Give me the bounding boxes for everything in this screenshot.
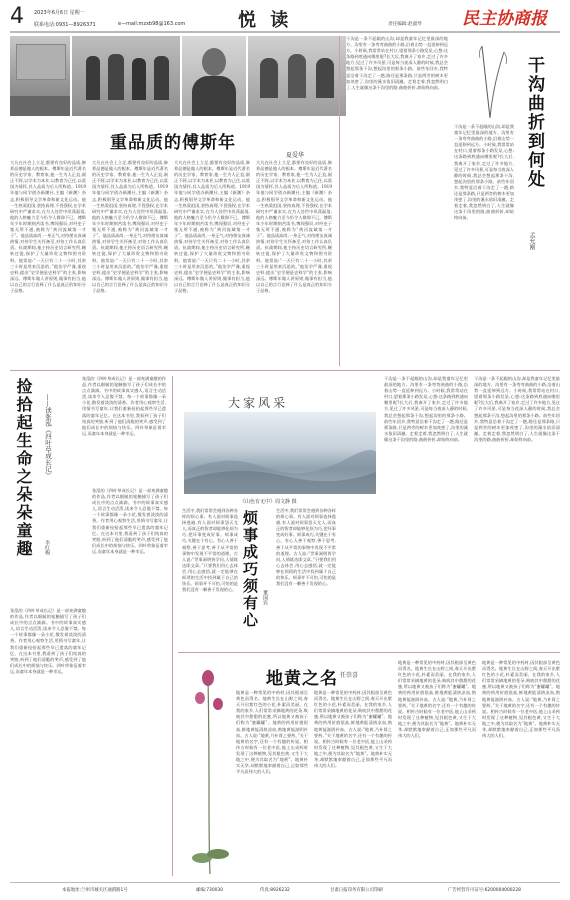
article3-column-2: 张泓的《四叶草成长记》是一部充满童趣的作品,作者以细腻的笔触描写了孩子们成长中的点点滴滴。书中的故事真实感人,语言生动活泼,读来令人忍俊不禁。每一个故事都像一朵小花,散发着淡淡的清香。作者用心观察生活,用情书写童年,让我们重新捡拾起那些早已遗落的童年记忆。在这本书里,我看到了孩子们纯真的笑脸,听到了他们清脆的笑声,感受到了他们成长中的烦恼与快乐。四叶草象征着幸运,而童年本身就是一种幸运。 <box>92 488 168 554</box>
column-banner: 大家风采 <box>228 396 289 410</box>
article1-column-1: 大凡在社会上立足,都要有良好的品质,修养品德是做人的根本。傅斯年是近代著名的历史学家、教育家,他一生为人正直,刚正不阿,以学术为本业,以教育为己任,以爱国为情怀,其人品质为后人所称道。1919年他与同学创办新潮社,主编《新潮》杂志,积极倡导文学革命和新文化运动。他一生热爱祖国,坚持真理,不畏强权,在学术研究中严谨求实,在为人处世中坦荡磊落,他的人格魅力至今仍令人敬仰不已。傅斯年少年时期刻苦读书,博闻强识,对经史子集无所不通,被称为“黄河流域第一才子”。他品质高尚,一身正气,对待朋友真诚热情,对待学生关怀备至,对待工作认真负责。抗战期间,他主持历史语言研究所,辗转迁徙,保护了大量珍贵文物和图书资料。他常说:“一天只有二十一小时,其余三小时是用来沉思的。”他治学严谨,重视史料,提出“史学便是史料学”的主张,影响深远。傅斯年做人讲原则,做事有担当,他以自己的言行诠释了什么是真正的知识分子品格。 <box>10 160 86 293</box>
section-rule-lower <box>178 652 560 653</box>
landscape-painting <box>184 412 376 494</box>
article4-column-1: 生活中,我们常常会遇到各种各样的烦心事。有人面对烦事选择逃避,有人面对烦事怨天尤人,而真正的智者却能够化烦为巧,把坏事变成好事。烦事成巧,关键在于有心。有心人善于观察,善于思考,善于从平常的事物中发现不平常的道理。古人说:“世事洞明皆学问,人情练达即文章。”只要我们用心去体会,用心去感悟,就一定能够在烦琐的生活中找到属于自己的快乐。烦事并不可怕,可怕的是我们没有一颗善于发现的心。 <box>182 508 238 593</box>
article1-column-2: 大凡在社会上立足,都要有良好的品质,修养品德是做人的根本。傅斯年是近代著名的历史学家、教育家,他一生为人正直,刚正不阿,以学术为本业,以教育为己任,以爱国为情怀,其人品质为后人所称道。1919年他与同学创办新潮社,主编《新潮》杂志,积极倡导文学革命和新文化运动。他一生热爱祖国,坚持真理,不畏强权,在学术研究中严谨求实,在为人处世中坦荡磊落,他的人格魅力至今仍令人敬仰不已。傅斯年少年时期刻苦读书,博闻强识,对经史子集无所不通,被称为“黄河流域第一才子”。他品质高尚,一身正气,对待朋友真诚热情,对待学生关怀备至,对待工作认真负责。抗战期间,他主持历史语言研究所,辗转迁徙,保护了大量珍贵文物和图书资料。他常说:“一天只有二十一小时,其余三小时是用来沉思的。”他治学严谨,重视史料,提出“史学便是史料学”的主张,影响深远。傅斯年做人讲原则,做事有担当,他以自己的言行诠释了什么是真正的知识分子品格。 <box>92 160 168 293</box>
article5-column-2: 地黄是一种常见的中药材,因其根部呈黄色而得名。地黄生长在山野之间,春天开出紫红色的小花,朴素而美丽。在我的家乡,人们常常采摘地黄的花朵,吸吮其中甜甜的花蜜,所以地黄又被孩子们称为“蜜罐罐”。地黄的药用价值很高,鲜地黄能清热凉血,熟地黄能滋阴补血。古人说:“地黄,乃补肾之要药。”关于地黄的名字,还有一个有趣的传说。相传古时候有一位老中医,他上山采药时发现了这种植物,见其根色黄,又生于大地之中,便为其取名为“地黄”。地黄朴实无华,却默默地奉献着自己,正如那些平凡而伟大的人们。 <box>314 690 392 769</box>
article3-column-1: 张泓的《四叶草成长记》是一部充满童趣的作品,作者以细腻的笔触描写了孩子们成长中的点点滴滴。书中的故事真实感人,语言生动活泼,读来令人忍俊不禁。每一个故事都像一朵小花,散发着淡淡的清香。作者用心观察生活,用情书写童年,让我们重新捡拾起那些早已遗落的童年记忆。在这本书里,我看到了孩子们纯真的笑脸,听到了他们清脆的笑声,感受到了他们成长中的烦恼与快乐。四叶草象征着幸运,而童年本身就是一种幸运。 <box>10 608 86 674</box>
section-title: 悦 读 <box>238 10 293 31</box>
article1-column-3: 大凡在社会上立足,都要有良好的品质,修养品德是做人的根本。傅斯年是近代著名的历史学家、教育家,他一生为人正直,刚正不阿,以学术为本业,以教育为己任,以爱国为情怀,其人品质为后人所称道。1919年他与同学创办新潮社,主编《新潮》杂志,积极倡导文学革命和新文化运动。他一生热爱祖国,坚持真理,不畏强权,在学术研究中严谨求实,在为人处世中坦荡磊落,他的人格魅力至今仍令人敬仰不已。傅斯年少年时期刻苦读书,博闻强识,对经史子集无所不通,被称为“黄河流域第一才子”。他品质高尚,一身正气,对待朋友真诚热情,对待学生关怀备至,对待工作认真负责。抗战期间,他主持历史语言研究所,辗转迁徙,保护了大量珍贵文物和图书资料。他常说:“一天只有二十一小时,其余三小时是用来沉思的。”他治学严谨,重视史料,提出“史学便是史料学”的主张,影响深远。傅斯年做人讲原则,做事有担当,他以自己的言行诠释了什么是真正的知识分子品格。 <box>174 160 250 293</box>
article3-subtitle: ——读张泓《四叶草成长记》 <box>44 394 52 479</box>
footer-fax: 传真:8926232 <box>260 888 290 893</box>
painting-caption: 《山色有无中》周文静 摄 <box>240 499 297 505</box>
article2-title: 干沟曲折到何处 <box>524 56 544 189</box>
vertical-divider-middle <box>172 376 173 876</box>
article5-column-3: 地黄是一种常见的中药材,因其根部呈黄色而得名。地黄生长在山野之间,春天开出紫红色的小花,朴素而美丽。在我的家乡,人们常常采摘地黄的花朵,吸吮其中甜甜的花蜜,所以地黄又被孩子们称为“蜜罐罐”。地黄的药用价值很高,鲜地黄能清热凉血,熟地黄能滋阴补血。古人说:“地黄,乃补肾之要药。”关于地黄的名字,还有一个有趣的传说。相传古时候有一位老中医,他上山采药时发现了这种植物,见其根色黄,又生于大地之中,便为其取名为“地黄”。地黄朴实无华,却默默地奉献着自己,正如那些平凡而伟大的人们。 <box>398 660 476 739</box>
group-photo-right <box>248 36 346 116</box>
article4-author: 董国宾 <box>262 590 268 605</box>
section-rule-middle <box>10 370 560 371</box>
issue-date: 2023年6月6日 星期一 <box>34 10 85 16</box>
article5-title: 地黄之名 <box>266 669 338 689</box>
article2-column-2: 干沟是一条不起眼的山沟,却是我童年记忆里最深的地方。沟里有一条弯弯曲曲的小路,沿着山势一直延伸到远方。小时候,我常常站在村口,望着那条小路发呆,心想:这条路到底通向哪里呢?长大后,我离开了家乡,走过了许多地方,见过了许多风景,可是每当夜深人静的时候,我总会想起那条干沟,想起沟里的那条小路。前些年回乡,我特意沿着干沟走了一趟,路还是那条路,只是两旁的树木更加茂密了,沟里的溪水依旧清澈。走着走着,我忽然明白了,人生就像这条干沟里的路,曲曲折折,却始终向前。 <box>454 124 514 221</box>
article3-title: 捡拾起生命之朵朵童趣 <box>14 378 33 558</box>
article4-column-2: 生活中,我们常常会遇到各种各样的烦心事。有人面对烦事选择逃避,有人面对烦事怨天尤人,而真正的智者却能够化烦为巧,把坏事变成好事。烦事成巧,关键在于有心。有心人善于观察,善于思考,善于从平常的事物中发现不平常的道理。古人说:“世事洞明皆学问,人情练达即文章。”只要我们用心去体会,用心去感悟,就一定能够在烦琐的生活中找到属于自己的快乐。烦事并不可怕,可怕的是我们没有一颗善于发现的心。 <box>276 508 336 587</box>
article1-title: 重品质的傅斯年 <box>110 133 236 153</box>
article3-author: 李红梅 <box>44 540 50 555</box>
article5-column-4: 地黄是一种常见的中药材,因其根部呈黄色而得名。地黄生长在山野之间,春天开出紫红色的小花,朴素而美丽。在我的家乡,人们常常采摘地黄的花朵,吸吮其中甜甜的花蜜,所以地黄又被孩子们称为“蜜罐罐”。地黄的药用价值很高,鲜地黄能清热凉血,熟地黄能滋阴补血。古人说:“地黄,乃补肾之要药。”关于地黄的名字,还有一个有趣的传说。相传古时候有一位老中医,他上山采药时发现了这种植物,见其根色黄,又生于大地之中,便为其取名为“地黄”。地黄朴实无华,却默默地奉献着自己,正如那些平凡而伟大的人们。 <box>482 660 560 739</box>
page-number: 4 <box>10 4 24 29</box>
historic-photo-left <box>10 36 70 116</box>
article4-title: 烦事成巧须有心 <box>241 510 259 629</box>
portrait-photo <box>182 36 246 116</box>
contact-phone: 联系电话:0931—8926371 <box>34 22 96 28</box>
reed-illustration <box>460 40 520 120</box>
historic-photo-middle <box>72 36 180 116</box>
article2-author: 孟允刚 <box>528 232 535 250</box>
article3-intro-column: 张泓的《四叶草成长记》是一部充满童趣的作品,作者以细腻的笔触描写了孩子们成长中的点点滴滴。书中的故事真实感人,语言生动活泼,读来令人忍俊不禁。每一个故事都像一朵小花,散发着淡淡的清香。作者用心观察生活,用情书写童年,让我们重新捡拾起那些早已遗落的童年记忆。在这本书里,我看到了孩子们纯真的笑脸,听到了他们清脆的笑声,感受到了他们成长中的烦恼与快乐。四叶草象征着幸运,而童年本身就是一种幸运。 <box>82 376 166 436</box>
editor-credit: 责任编辑:赵淑琴 <box>388 22 422 27</box>
article2-continued-column-1: 干沟是一条不起眼的山沟,却是我童年记忆里最深的地方。沟里有一条弯弯曲曲的小路,沿着山势一直延伸到远方。小时候,我常常站在村口,望着那条小路发呆,心想:这条路到底通向哪里呢?长大后,我离开了家乡,走过了许多地方,见过了许多风景,可是每当夜深人静的时候,我总会想起那条干沟,想起沟里的那条小路。前些年回乡,我特意沿着干沟走了一趟,路还是那条路,只是两旁的树木更加茂密了,沟里的溪水依旧清澈。走着走着,我忽然明白了,人生就像这条干沟里的路,曲曲折折,却始终向前。 <box>384 376 468 442</box>
footer-address: 本报地址:兰州市城关区通渭路1号 <box>62 888 128 893</box>
contact-email: e—mail:mzxb98@163.com <box>118 21 186 27</box>
footer-printer: 甘肃日报印务有限公司印刷 <box>330 888 383 893</box>
article2-continued-column-2: 干沟是一条不起眼的山沟,却是我童年记忆里最深的地方。沟里有一条弯弯曲曲的小路,沿着山势一直延伸到远方。小时候,我常常站在村口,望着那条小路发呆,心想:这条路到底通向哪里呢?长大后,我离开了家乡,走过了许多地方,见过了许多风景,可是每当夜深人静的时候,我总会想起那条干沟,想起沟里的那条小路。前些年回乡,我特意沿着干沟走了一趟,路还是那条路,只是两旁的树木更加茂密了,沟里的溪水依旧清澈。走着走着,我忽然明白了,人生就像这条干沟里的路,曲曲折折,却始终向前。 <box>474 376 560 442</box>
footer-rule <box>10 882 560 883</box>
header-rule <box>10 31 560 33</box>
article1-author: 夏爱华 <box>286 152 305 159</box>
footer-postcode: 邮编:730030 <box>196 888 224 893</box>
newspaper-logo: 民主协商报 <box>462 9 547 29</box>
vertical-divider <box>339 36 340 366</box>
article1-column-4: 大凡在社会上立足,都要有良好的品质,修养品德是做人的根本。傅斯年是近代著名的历史学家、教育家,他一生为人正直,刚正不阿,以学术为本业,以教育为己任,以爱国为情怀,其人品质为后人所称道。1919年他与同学创办新潮社,主编《新潮》杂志,积极倡导文学革命和新文化运动。他一生热爱祖国,坚持真理,不畏强权,在学术研究中严谨求实,在为人处世中坦荡磊落,他的人格魅力至今仍令人敬仰不已。傅斯年少年时期刻苦读书,博闻强识,对经史子集无所不通,被称为“黄河流域第一才子”。他品质高尚,一身正气,对待朋友真诚热情,对待学生关怀备至,对待工作认真负责。抗战期间,他主持历史语言研究所,辗转迁徙,保护了大量珍贵文物和图书资料。他常说:“一天只有二十一小时,其余三小时是用来沉思的。”他治学严谨,重视史料,提出“史学便是史料学”的主张,影响深远。傅斯年做人讲原则,做事有担当,他以自己的言行诠释了什么是真正的知识分子品格。 <box>256 160 332 293</box>
rehmannia-flower-illustration <box>186 658 232 878</box>
article5-column-1: 地黄是一种常见的中药材,因其根部呈黄色而得名。地黄生长在山野之间,春天开出紫红色的小花,朴素而美丽。在我的家乡,人们常常采摘地黄的花朵,吸吮其中甜甜的花蜜,所以地黄又被孩子们称为“蜜罐罐”。地黄的药用价值很高,鲜地黄能清热凉血,熟地黄能滋阴补血。古人说:“地黄,乃补肾之要药。”关于地黄的名字,还有一个有趣的传说。相传古时候有一位老中医,他上山采药时发现了这种植物,见其根色黄,又生于大地之中,便为其取名为“地黄”。地黄朴实无华,却默默地奉献着自己,正如那些平凡而伟大的人们。 <box>236 690 308 775</box>
footer-ad-license: 广告经营许可证号:6200004000228 <box>448 888 521 893</box>
article2-column-1: 干沟是一条不起眼的山沟,却是我童年记忆里最深的地方。沟里有一条弯弯曲曲的小路,沿着山势一直延伸到远方。小时候,我常常站在村口,望着那条小路发呆,心想:这条路到底通向哪里呢?长大后,我离开了家乡,走过了许多地方,见过了许多风景,可是每当夜深人静的时候,我总会想起那条干沟,想起沟里的那条小路。前些年回乡,我特意沿着干沟走了一趟,路还是那条路,只是两旁的树木更加茂密了,沟里的溪水依旧清澈。走着走着,我忽然明白了,人生就像这条干沟里的路,曲曲折折,却始终向前。 <box>346 36 448 90</box>
article5-author: 任崇喜 <box>340 672 359 679</box>
